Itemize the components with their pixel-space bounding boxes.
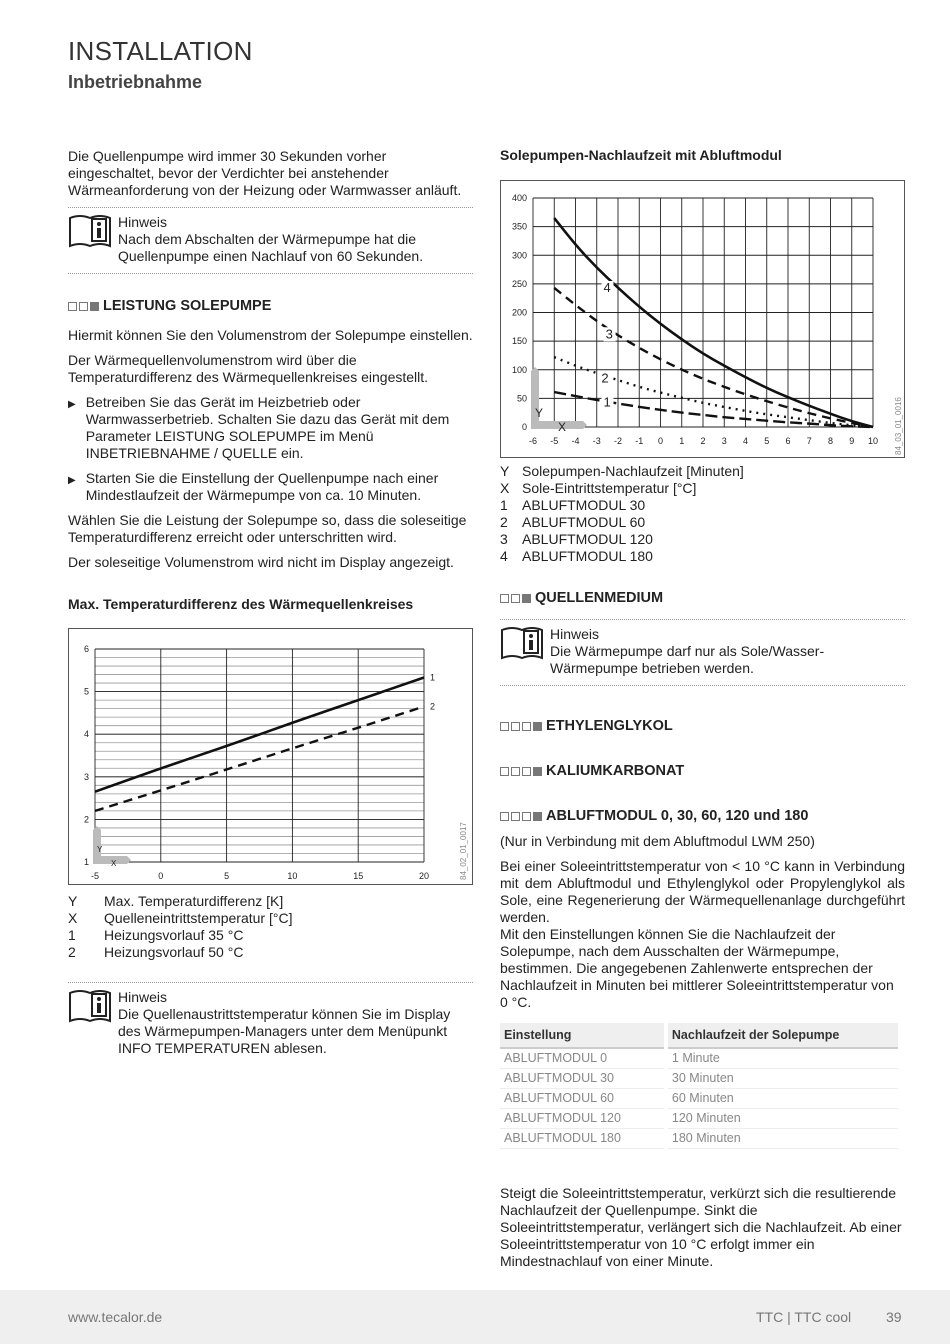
series-label: 2	[430, 701, 436, 712]
settings-table	[496, 1023, 902, 1149]
table-cell: ABLUFTMODUL 30	[500, 1069, 664, 1089]
table-cell: ABLUFTMODUL 0	[500, 1049, 664, 1069]
section-heading-abluftmodul	[500, 808, 905, 825]
x-tick-label: 5	[224, 871, 230, 881]
paragraph: Hiermit können Sie den Volumenstrom der Solepumpe einstellen.	[68, 327, 473, 343]
right-column	[500, 590, 905, 1278]
x-tick-label: -6	[528, 436, 538, 446]
legend-key: Y	[68, 893, 78, 909]
x-tick-label: 1	[679, 436, 685, 446]
x-tick-label: -2	[613, 436, 623, 446]
footer-product: TTC | TTC cool	[756, 1309, 852, 1325]
note-box	[500, 620, 905, 685]
axis-x-label: X	[558, 420, 567, 434]
table-row	[500, 1069, 898, 1089]
column-header: Einstellung	[500, 1023, 664, 1049]
divider	[500, 685, 905, 686]
table-cell: 30 Minuten	[668, 1069, 898, 1089]
page-subtitle: Inbetriebnahme	[68, 72, 203, 92]
table-cell: 180 Minuten	[668, 1129, 898, 1149]
y-tick-label: 1	[83, 857, 89, 867]
legend-key: 2	[500, 514, 508, 530]
axis-y-label: Y	[97, 845, 103, 854]
y-tick-label: 0	[521, 422, 527, 432]
table-cell: 60 Minuten	[668, 1089, 898, 1109]
legend-key: 2	[68, 944, 76, 960]
axis-x-label: X	[111, 859, 117, 868]
note-title: Hinweis	[550, 626, 600, 642]
x-tick-label: 3	[721, 436, 727, 446]
legend-key: Y	[500, 463, 510, 479]
y-tick-label: 2	[83, 814, 89, 825]
y-tick-label: 150	[511, 336, 527, 347]
x-tick-label: 4	[742, 436, 749, 446]
x-tick-label: -5	[90, 871, 100, 881]
bullet-text: Starten Sie die Einstellung der Quellenpumpe nach einer Mindestlaufzeit der Wärmepumpe von ca. 10 Minuten.	[85, 470, 439, 503]
table-cell: ABLUFTMODUL 60	[500, 1089, 664, 1109]
heading-text: ETHYLENGLYKOL	[546, 718, 673, 734]
x-tick-label: 5	[764, 436, 770, 446]
legend-label: Heizungsvorlauf 50 °C	[104, 944, 244, 960]
legend-item	[500, 480, 744, 497]
legend-item	[500, 463, 744, 480]
x-tick-label: -5	[550, 436, 559, 446]
figure-code: 84_03_01_0016	[894, 397, 903, 455]
table-cell: ABLUFTMODUL 180	[500, 1129, 664, 1149]
table-row	[500, 1129, 898, 1149]
table-cell: 120 Minuten	[668, 1109, 898, 1129]
series-label: 1	[603, 394, 611, 410]
paragraph: (Nur in Verbindung mit dem Abluftmodul LWM 250)	[500, 833, 815, 849]
x-tick-label: 0	[158, 871, 164, 881]
intro-text: Die Quellenpumpe wird immer 30 Sekunden vorher eingeschaltet, bevor der Verdichter bei anstehender Wärmeanforderung von der Heizung oder Warmwasser anläuft.	[68, 148, 462, 198]
series-label: 1	[430, 672, 436, 683]
axis-y-label: Y	[535, 406, 544, 420]
legend-label: ABLUFTMODUL 180	[522, 548, 653, 564]
y-tick-label: 5	[83, 686, 89, 697]
x-tick-label: 6	[785, 436, 791, 446]
triangle-bullet-icon: ▶	[68, 475, 76, 486]
x-tick-label: 10	[287, 871, 298, 881]
legend-label: Sole-Eintrittstemperatur [°C]	[522, 480, 697, 496]
legend-key: 1	[500, 497, 508, 513]
table-row	[500, 1109, 898, 1129]
legend-label: ABLUFTMODUL 30	[522, 497, 646, 513]
legend-label: ABLUFTMODUL 60	[522, 514, 646, 530]
footer-url[interactable]: www.tecalor.de	[68, 1309, 163, 1325]
note-title: Hinweis	[118, 214, 168, 230]
section-heading-quellenmedium	[500, 590, 905, 607]
x-tick-label: 9	[849, 436, 855, 446]
x-tick-label: 7	[806, 436, 812, 446]
heading-text: KALIUMKARBONAT	[546, 763, 685, 779]
y-tick-label: 200	[511, 307, 527, 318]
y-tick-label: 250	[511, 278, 527, 289]
chart-caption: Max. Temperaturdifferenz des Wärmequellenkreises	[68, 596, 414, 612]
x-tick-label: 8	[827, 436, 834, 446]
section-heading-ethylenglykol	[500, 718, 905, 735]
series-label: 4	[603, 279, 611, 295]
paragraph: Wählen Sie die Leistung der Solepumpe so, dass die soleseitige Temperaturdifferenz erreicht oder unterschritten wird.	[68, 512, 467, 545]
x-tick-label: 20	[418, 871, 430, 881]
table-cell: 1 Minute	[668, 1049, 898, 1069]
y-tick-label: 400	[511, 193, 527, 203]
page-footer	[0, 1290, 950, 1344]
y-tick-label: 4	[83, 729, 89, 740]
x-tick-label: 10	[867, 436, 879, 446]
note-text: Die Wärmepumpe darf nur als Sole/Wasser-Wärmepumpe betrieben werden.	[550, 643, 825, 676]
paragraph: Mit den Einstellungen können Sie die Nachlaufzeit der Solepumpe, nach dem Ausschalten der Wärmepumpe, bestimmen. Die angegebenen Zahlenwerte entsprechen der Nachlaufzeit in Minuten bei mittlerer Soleeintrittstemperatur von 0 °C.	[500, 926, 894, 1010]
legend-item	[500, 514, 744, 531]
column-header: Nachlaufzeit der Solepumpe	[668, 1023, 898, 1049]
series-label: 2	[601, 370, 609, 386]
heading-text: LEISTUNG SOLEPUMPE	[103, 298, 272, 314]
page-number: 39	[886, 1309, 902, 1325]
x-tick-label: -3	[592, 436, 601, 446]
table-cell: ABLUFTMODUL 120	[500, 1109, 664, 1129]
legend-key: X	[68, 910, 78, 926]
legend-key: 3	[500, 531, 508, 547]
paragraph: Bei einer Soleeintrittstemperatur von < 10 °C kann in Verbindung mit dem Abluftmodul und Ethylenglykol oder Propylenglykol als Sole, eine Regenerierung der Wärmequellenanlage durchgeführt werden.	[500, 858, 905, 925]
legend-label: Quelleneintrittstemperatur [°C]	[104, 910, 293, 926]
chart-legend	[500, 463, 744, 565]
legend-item	[500, 531, 744, 548]
page-title: INSTALLATION	[68, 36, 253, 66]
legend-label: Solepumpen-Nachlaufzeit [Minuten]	[522, 463, 744, 479]
section-heading-kaliumkarbonat	[500, 763, 905, 780]
y-tick-label: 100	[511, 364, 527, 375]
legend-key: X	[500, 480, 510, 496]
paragraph: Der Wärmequellenvolumenstrom wird über die Temperaturdifferenz des Wärmequellenkreises eingestellt.	[68, 352, 429, 385]
note-text: Die Quellenaustrittstemperatur können Sie im Display des Wärmepumpen-Managers unter dem Menüpunkt INFO TEMPERATUREN ablesen.	[118, 1006, 451, 1056]
heading-text: ABLUFTMODUL 0, 30, 60, 120 und 180	[546, 808, 809, 824]
y-tick-label: 6	[83, 644, 89, 654]
triangle-bullet-icon: ▶	[68, 399, 76, 410]
legend-label: ABLUFTMODUL 120	[522, 531, 653, 547]
y-tick-label: 3	[83, 771, 89, 782]
paragraph: Steigt die Soleeintrittstemperatur, verkürzt sich die resultierende Nachlaufzeit der Quellenpumpe. Sinkt die Soleeintrittstemperatur, verlängert sich die Nachlaufzeit. Ab einer Soleeintrittstemperatur von 10 °C erfolgt immer ein Mindestnachlauf von einer Minute.	[500, 1185, 902, 1269]
y-tick-label: 300	[511, 250, 527, 261]
x-tick-label: -1	[635, 436, 644, 446]
y-tick-label: 50	[516, 393, 527, 404]
legend-label: Max. Temperaturdifferenz [K]	[104, 893, 284, 909]
legend-key: 1	[68, 927, 76, 943]
y-tick-label: 350	[511, 221, 527, 232]
info-book-icon	[500, 626, 544, 660]
paragraph: Der soleseitige Volumenstrom wird nicht im Display angezeigt.	[68, 554, 454, 570]
x-tick-label: 15	[353, 871, 364, 881]
table-row	[500, 1089, 898, 1109]
x-tick-label: 2	[700, 436, 706, 446]
legend-item	[500, 548, 744, 565]
legend-key: 4	[500, 548, 508, 564]
chart-caption: Solepumpen-Nachlaufzeit mit Abluftmodul	[500, 147, 782, 163]
x-tick-label: -4	[571, 436, 580, 446]
series-label: 3	[605, 326, 613, 342]
note-title: Hinweis	[118, 989, 168, 1005]
figure-code: 84_02_01_0017	[459, 822, 468, 880]
legend-label: Heizungsvorlauf 35 °C	[104, 927, 244, 943]
bullet-text: Betreiben Sie das Gerät im Heizbetrieb oder Warmwasserbetrieb. Schalten Sie dazu das Gerät mit dem Parameter LEISTUNG SOLEPUMPE im Menü INBETRIEBNAHME / QUELLE ein.	[85, 394, 450, 461]
heading-text: QUELLENMEDIUM	[535, 590, 664, 606]
note-text: Nach dem Abschalten der Wärmepumpe hat die Quellenpumpe einen Nachlauf von 60 Sekunden.	[118, 231, 424, 264]
x-tick-label: 0	[657, 436, 664, 446]
table-row	[500, 1049, 898, 1069]
legend-item	[500, 497, 744, 514]
